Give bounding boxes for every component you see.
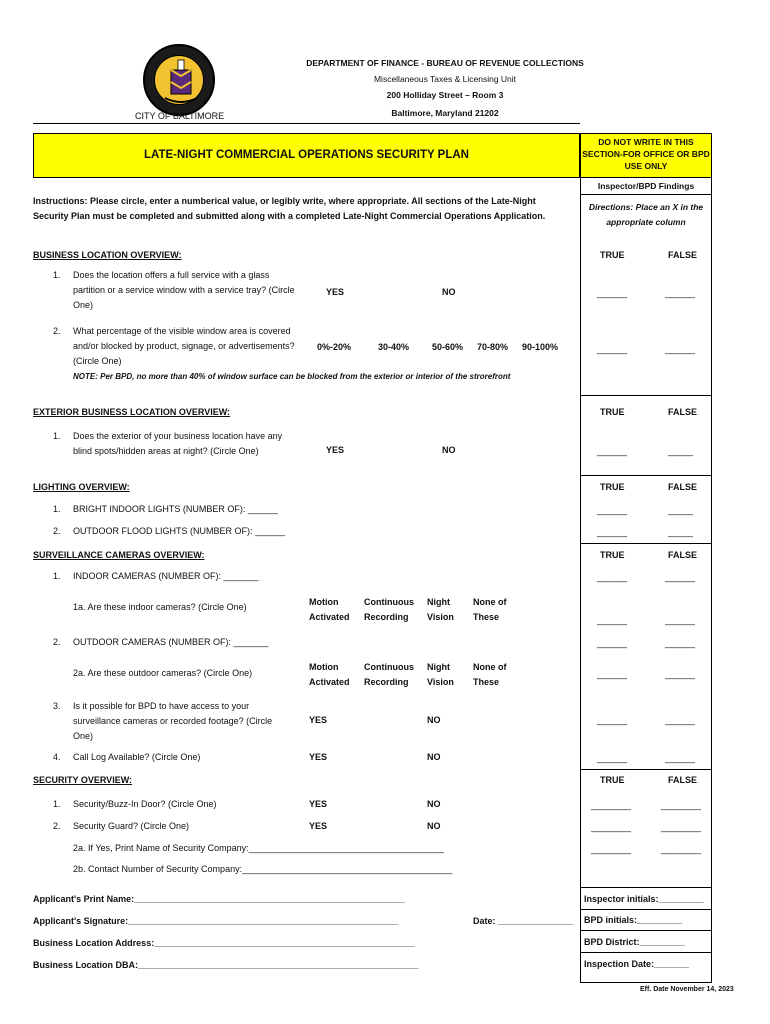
true-blank[interactable]: ______ (597, 288, 628, 298)
false-blank[interactable]: ________ (661, 822, 702, 832)
true-blank[interactable]: ______ (597, 572, 628, 582)
security-heading: SECURITY OVERVIEW: (33, 775, 133, 785)
true-header: TRUE (600, 550, 625, 560)
footer-rule (580, 909, 712, 910)
night-vision-option[interactable]: Night Vision (427, 662, 454, 687)
item-number: 1. (53, 270, 61, 280)
form-title: LATE-NIGHT COMMERCIAL OPERATIONS SECURITY PLAN (144, 149, 469, 161)
inspection-date-field[interactable]: Inspection Date:_______ (584, 959, 690, 969)
section-rule (580, 769, 712, 770)
unit-name: Miscellaneous Taxes & Licensing Unit (373, 74, 517, 84)
directions-line-1: Directions: Place an X in the (588, 202, 704, 212)
false-blank[interactable]: _____ (668, 446, 694, 456)
motion-option[interactable]: Motion Activated (309, 662, 350, 687)
pct-option[interactable]: 70-80% (477, 342, 509, 352)
seal-graphic (145, 46, 217, 118)
bpd-district-field[interactable]: BPD District:_________ (584, 937, 685, 947)
false-header: FALSE (668, 482, 698, 492)
business-q2: What percentage of the visible window area is covered and/or blocked by product, signage, or advertisements? (Circle One) (73, 326, 295, 366)
guard-question: Security Guard? (Circle One) (73, 821, 190, 831)
directions-line-2: appropriate column (606, 217, 686, 227)
business-heading: BUSINESS LOCATION OVERVIEW: (33, 250, 182, 260)
inspector-initials-field[interactable]: Inspector initials:_________ (584, 894, 704, 904)
no-option[interactable]: NO (442, 445, 456, 455)
section-rule (580, 887, 712, 888)
false-blank[interactable]: ______ (665, 572, 696, 582)
true-header: TRUE (600, 407, 625, 417)
no-option[interactable]: NO (427, 715, 441, 725)
false-header: FALSE (668, 250, 698, 260)
yes-option[interactable]: YES (309, 715, 328, 725)
true-blank[interactable]: ______ (597, 753, 628, 763)
city-seal (143, 44, 215, 116)
street-address: 200 Holliday Street – Room 3 (386, 90, 504, 100)
false-blank[interactable]: ______ (665, 715, 696, 725)
security-company-name[interactable]: 2a. If Yes, Print Name of Security Company:_______________________________________ (73, 843, 444, 853)
pct-option[interactable]: 50-60% (432, 342, 464, 352)
none-option[interactable]: None of These (473, 662, 507, 687)
indoor-camera-type: 1a. Are these indoor cameras? (Circle One) (73, 602, 247, 612)
night-vision-option[interactable]: Night Vision (427, 597, 454, 622)
true-blank[interactable]: ______ (597, 669, 628, 679)
call-log-question: Call Log Available? (Circle One) (73, 752, 201, 762)
true-blank[interactable]: ______ (597, 446, 628, 456)
false-blank[interactable]: _____ (668, 505, 694, 515)
pct-option[interactable]: 30-40% (378, 342, 410, 352)
office-line-3: USE ONLY (624, 161, 668, 171)
signature-field[interactable]: Applicant's Signature:______________________________________________________ (33, 916, 399, 926)
dba-field[interactable]: Business Location DBA:________________________________________________________ (33, 960, 419, 970)
exterior-q1: Does the exterior of your business location have any blind spots/hidden areas at night? (Circle One) (73, 431, 283, 456)
item-number: 1. (53, 571, 61, 581)
footer-rule (580, 930, 712, 931)
indoor-lights-field[interactable]: BRIGHT INDOOR LIGHTS (NUMBER OF): ______ (73, 504, 278, 514)
true-blank[interactable]: ________ (591, 822, 632, 832)
false-blank[interactable]: ______ (665, 344, 696, 354)
date-field[interactable]: Date: _______________ (473, 916, 574, 926)
item-number: 2. (53, 637, 61, 647)
indoor-cameras-field[interactable]: INDOOR CAMERAS (NUMBER OF): _______ (73, 571, 259, 581)
bpd-initials-field[interactable]: BPD initials:_________ (584, 915, 683, 925)
footer-rule (580, 952, 712, 953)
true-blank[interactable]: ______ (597, 505, 628, 515)
yes-option[interactable]: YES (326, 287, 345, 297)
outdoor-camera-type: 2a. Are these outdoor cameras? (Circle One) (73, 668, 253, 678)
true-header: TRUE (600, 250, 625, 260)
false-header: FALSE (668, 775, 698, 785)
item-number: 2. (53, 526, 61, 536)
office-line-2: SECTION-FOR OFFICE OR BPD (582, 149, 710, 159)
false-header: FALSE (668, 550, 698, 560)
yes-option[interactable]: YES (309, 752, 328, 762)
security-company-number[interactable]: 2b. Contact Number of Security Company:__________________________________________ (73, 864, 453, 874)
outdoor-cameras-field[interactable]: OUTDOOR CAMERAS (NUMBER OF): _______ (73, 637, 269, 647)
address-field[interactable]: Business Location Address:____________________________________________________ (33, 938, 415, 948)
print-name-field[interactable]: Applicant's Print Name:______________________________________________________ (33, 894, 405, 904)
item-number: 4. (53, 752, 61, 762)
cameras-heading: SURVEILLANCE CAMERAS OVERVIEW: (33, 550, 205, 560)
item-number: 2. (53, 821, 61, 831)
window-note: NOTE: Per BPD, no more than 40% of window surface can be blocked from the exterior or interior of the strorefront (73, 372, 511, 381)
false-blank[interactable]: ______ (665, 615, 696, 625)
office-use-header (580, 133, 712, 178)
title-banner (33, 133, 580, 178)
false-blank[interactable]: ______ (665, 288, 696, 298)
false-blank[interactable]: ______ (665, 638, 696, 648)
false-blank[interactable]: ________ (661, 800, 702, 810)
no-option[interactable]: NO (427, 752, 441, 762)
pct-option[interactable]: 90-100% (522, 342, 559, 352)
no-option[interactable]: NO (442, 287, 456, 297)
effective-date: Eff. Date November 14, 2023 (640, 986, 734, 993)
true-blank[interactable]: ______ (597, 344, 628, 354)
business-q1: Does the location offers a full service with a glass partition or a service window with a service tray? (Circle One) (73, 270, 295, 310)
true-blank[interactable]: ______ (597, 715, 628, 725)
continuous-option[interactable]: Continuous Recording (364, 597, 414, 622)
no-option[interactable]: NO (427, 821, 441, 831)
no-option[interactable]: NO (427, 799, 441, 809)
camera-access-question: Is it possible for BPD to have access to your surveillance cameras or recorded footage? (Circle One) (73, 701, 273, 741)
true-blank[interactable]: ______ (597, 615, 628, 625)
department-name: DEPARTMENT OF FINANCE - BUREAU OF REVENUE COLLECTIONS (306, 58, 584, 68)
yes-option[interactable]: YES (309, 799, 328, 809)
motion-option[interactable]: Motion Activated (309, 597, 350, 622)
false-blank[interactable]: ______ (665, 669, 696, 679)
city-state: Baltimore, Maryland 21202 (391, 108, 499, 118)
item-number: 1. (53, 799, 61, 809)
item-number: 2. (53, 326, 61, 336)
item-number: 3. (53, 701, 61, 711)
instructions: Instructions: Please circle, enter a numberical value, or legibly write, where appropriate. All sections of the Late-Night Security Plan must be completed and submitted along with a completed Late-Night Commercial Operations Application. (33, 196, 546, 221)
false-blank[interactable]: ______ (665, 753, 696, 763)
office-line-1: DO NOT WRITE IN THIS (598, 137, 694, 147)
true-blank[interactable]: ________ (591, 844, 632, 854)
true-header: TRUE (600, 482, 625, 492)
findings-rule (580, 194, 712, 195)
section-rule (580, 395, 712, 396)
buzz-in-question: Security/Buzz-In Door? (Circle One) (73, 799, 217, 809)
yes-option[interactable]: YES (309, 821, 328, 831)
exterior-heading: EXTERIOR BUSINESS LOCATION OVERVIEW: (33, 407, 231, 417)
header-rule (33, 123, 580, 124)
section-rule (580, 475, 712, 476)
lighting-heading: LIGHTING OVERVIEW: (33, 482, 130, 492)
flood-lights-field[interactable]: OUTDOOR FLOOD LIGHTS (NUMBER OF): ______ (73, 526, 286, 536)
pct-option[interactable]: 0%-20% (317, 342, 352, 352)
section-rule (580, 543, 712, 544)
true-blank[interactable]: ______ (597, 638, 628, 648)
item-number: 1. (53, 431, 61, 441)
true-header: TRUE (600, 775, 625, 785)
city-label: CITY OF BALTIMORE (135, 111, 225, 121)
false-blank[interactable]: _____ (668, 527, 694, 537)
yes-option[interactable]: YES (326, 445, 345, 455)
true-blank[interactable]: ________ (591, 800, 632, 810)
false-header: FALSE (668, 407, 698, 417)
none-option[interactable]: None of These (473, 597, 507, 622)
inspector-findings: Inspector/BPD Findings (597, 181, 695, 191)
true-blank[interactable]: ______ (597, 527, 628, 537)
continuous-option[interactable]: Continuous Recording (364, 662, 414, 687)
item-number: 1. (53, 504, 61, 514)
false-blank[interactable]: ________ (661, 844, 702, 854)
